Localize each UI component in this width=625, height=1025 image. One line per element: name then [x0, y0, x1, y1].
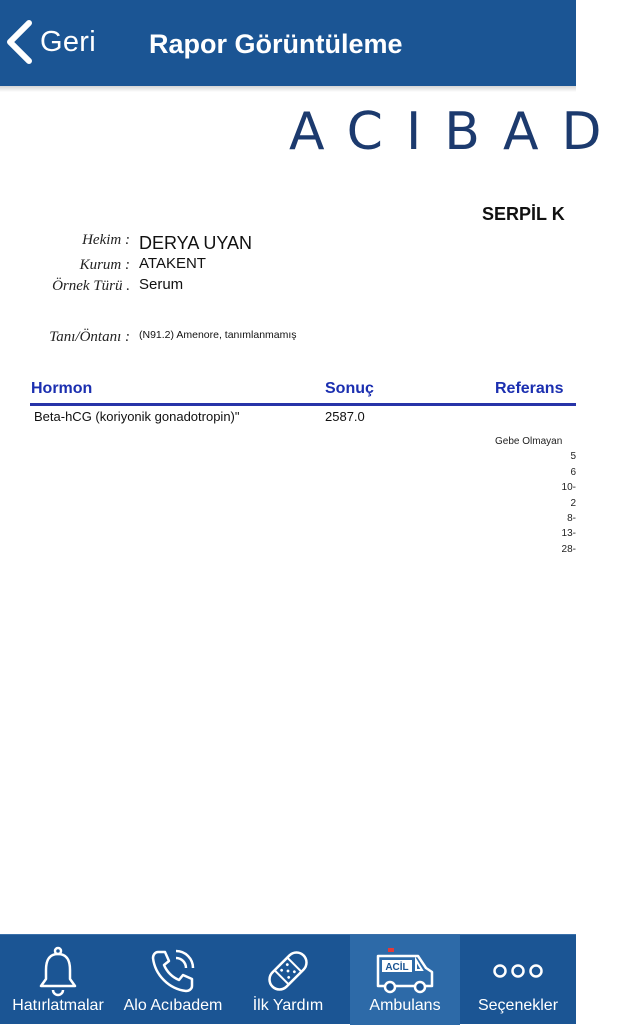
- ambulance-badge-text: ACİL: [385, 962, 409, 973]
- institution-label: Kurum :: [79, 257, 130, 273]
- ambulance-icon: [374, 943, 436, 999]
- back-button-label: Geri: [40, 25, 96, 58]
- acibadem-logo: ACIBAD: [289, 102, 625, 162]
- table-cell-hormone: Beta-hCG (koriyonik gonadotropin)": [34, 409, 240, 424]
- tab-alo-acibadem[interactable]: [116, 935, 230, 1025]
- reference-line: 6: [570, 466, 576, 478]
- reference-line: 10-: [561, 482, 576, 494]
- bandage-icon: [262, 943, 314, 999]
- diagnosis-label: Tanı/Öntanı :: [49, 329, 130, 345]
- tab-options[interactable]: [460, 935, 576, 1025]
- tab-label-alo-acibadem: Alo Acıbadem: [123, 997, 223, 1014]
- top-navigation-bar: [0, 0, 576, 86]
- tab-label-options: Seçenekler: [477, 997, 559, 1014]
- tab-first-aid[interactable]: [230, 935, 346, 1025]
- institution-value: ATAKENT: [139, 255, 206, 272]
- patient-name: SERPİL K: [482, 204, 565, 224]
- sample-type-label: Örnek Türü .: [52, 278, 130, 294]
- tab-label-first-aid: İlk Yardım: [252, 997, 324, 1014]
- reference-line: 28-: [561, 543, 576, 555]
- column-header-reference: Referans: [495, 380, 564, 397]
- back-button[interactable]: [4, 16, 114, 68]
- phone-icon: [148, 943, 198, 999]
- reference-line: Gebe Olmayan: [495, 436, 563, 447]
- reference-values: [480, 434, 576, 557]
- reference-line: 5: [570, 451, 576, 463]
- page-title: Rapor Görüntüleme: [149, 29, 403, 59]
- tab-reminders[interactable]: [0, 935, 116, 1025]
- bottom-tab-bar: [0, 934, 576, 1024]
- reference-line: 8-: [567, 512, 576, 524]
- doctor-label: Hekim :: [82, 232, 130, 248]
- table-cell-result: 2587.0: [325, 409, 365, 424]
- tab-label-reminders: Hatırlatmalar: [12, 997, 104, 1014]
- tab-ambulance[interactable]: [350, 935, 460, 1025]
- doctor-value: DERYA UYAN: [139, 233, 253, 253]
- tab-label-ambulance: Ambulans: [369, 997, 441, 1014]
- reference-line: 2: [570, 497, 576, 509]
- bell-icon: [36, 943, 80, 999]
- reference-line: 13-: [561, 528, 576, 540]
- more-icon: [492, 943, 544, 999]
- sample-type-value: Serum: [139, 276, 184, 293]
- table-header-rule: [30, 403, 576, 406]
- column-header-hormone: Hormon: [31, 380, 93, 397]
- column-header-result: Sonuç: [325, 380, 374, 397]
- diagnosis-value: (N91.2) Amenore, tanımlanmamış: [139, 329, 297, 341]
- report-document[interactable]: [0, 92, 625, 934]
- chevron-left-icon: [4, 19, 34, 65]
